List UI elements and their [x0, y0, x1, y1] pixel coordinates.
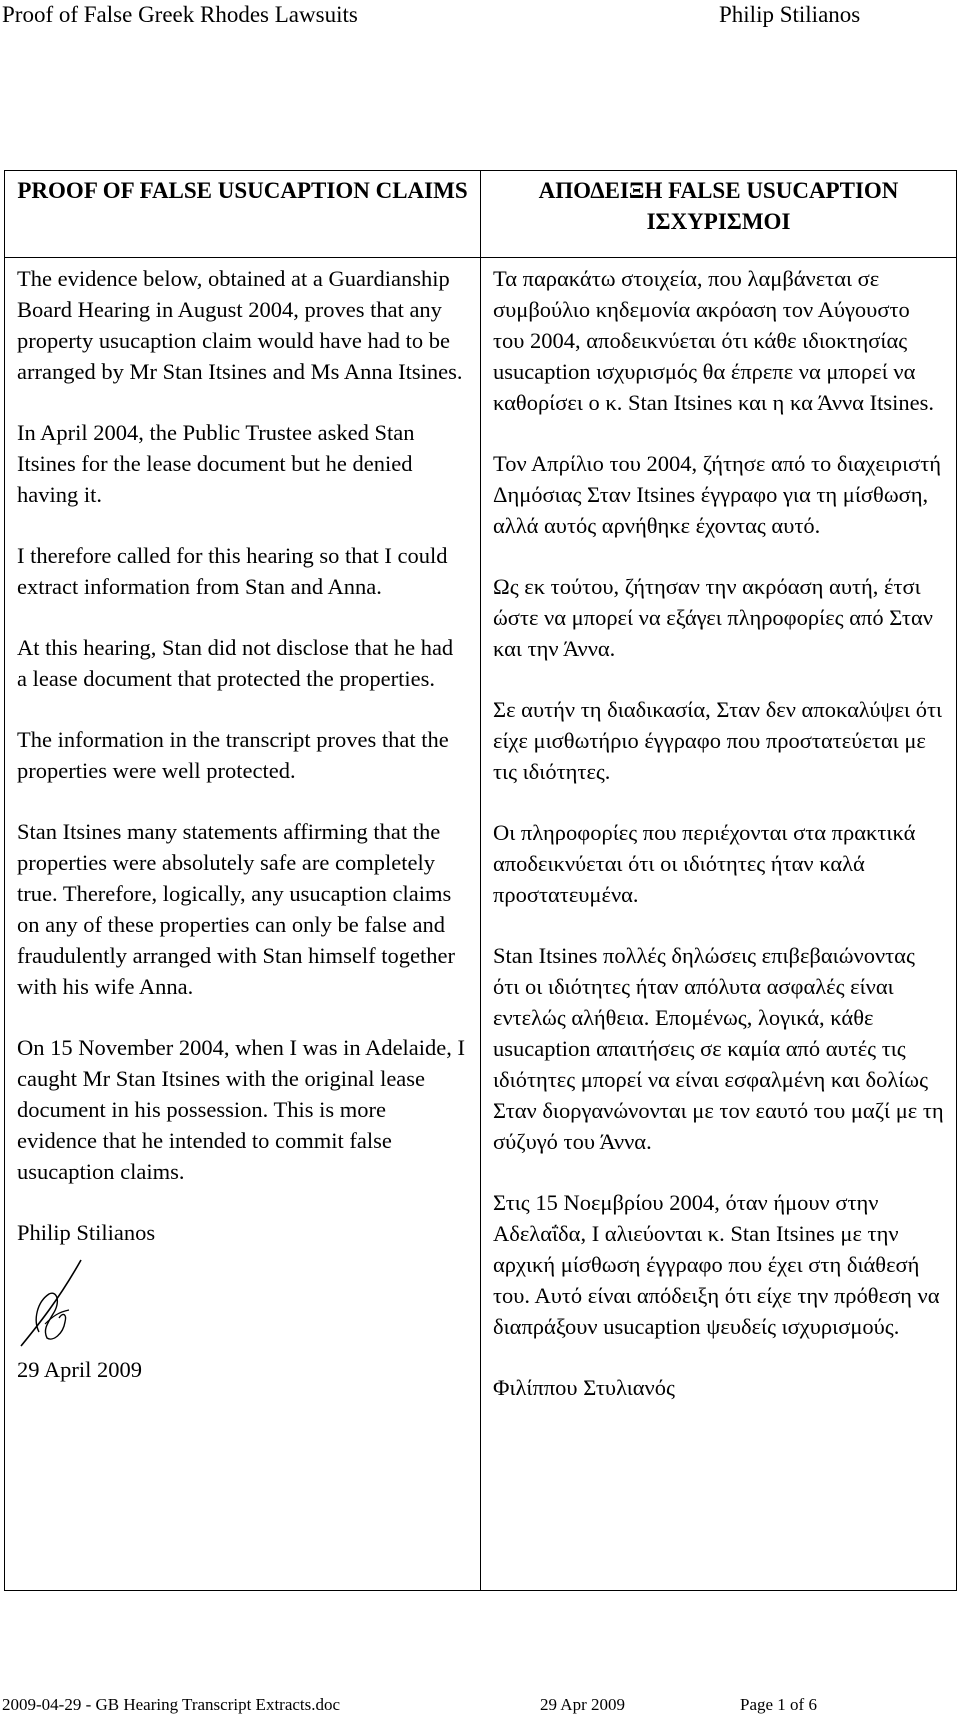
document-author: Philip Stilianos [719, 2, 861, 27]
footer-filename: 2009-04-29 - GB Hearing Transcript Extracts.doc [2, 1695, 341, 1714]
bilingual-table [4, 170, 957, 1591]
signature-date: 29 April 2009 [17, 1357, 143, 1382]
page-header [0, 0, 960, 40]
english-title: PROOF OF FALSE USUCAPTION CLAIMS [17, 178, 468, 203]
greek-paragraph-2: Τον Απρίλιο του 2004, ζήτησε από το διαχειριστή Δημόσιας Σταν Itsines έγγραφο για τη μίσθωση, αλλά αυτός αρνήθηκε έχοντας αυτό. [493, 451, 942, 538]
greek-paragraph-7: Στις 15 Νοεμβρίου 2004, όταν ήμουν στην Αδελαΐδα, I αλιεύονται κ. Stan Itsines με την αρχική μίσθωση έγγραφο που έχει στη διάθεσή του. Αυτό είναι απόδειξη ότι είχε την πρόθεση να διαπράξουν usucaption ψευδείς ισχυρισμούς. [493, 1190, 940, 1339]
footer-date: 29 Apr 2009 [540, 1695, 625, 1714]
english-paragraph-3: I therefore called for this hearing so that I could extract information from Stan and Anna. [17, 543, 448, 599]
signature-name: Philip Stilianos [17, 1220, 156, 1245]
english-paragraph-1: The evidence below, obtained at a Guardianship Board Hearing in August 2004, proves that any property usucaption claim would have had to be arranged by Mr Stan Itsines and Ms Anna Itsines. [17, 266, 463, 384]
column-divider [480, 171, 481, 1590]
english-paragraph-7: On 15 November 2004, when I was in Adelaide, I caught Mr Stan Itsines with the original lease document in his possession. This is more evidence that he intended to commit false usucaption claims. [17, 1035, 466, 1184]
greek-body [493, 263, 944, 1433]
greek-paragraph-3: Ως εκ τούτου, ζήτησαν την ακρόαση αυτή, έτσι ώστε να μπορεί να εξάγει πληροφορίες από Σταν και την Άννα. [493, 574, 933, 661]
greek-title: ΑΠΟΔΕΙΞΗ FALSE USUCAPTION ΙΣΧΥΡΙΣΜΟΙ [538, 178, 899, 234]
greek-paragraph-5: Οι πληροφορίες που περιέχονται στα πρακτικά αποδεικνύεται ότι οι ιδιότητες ήταν καλά προστατευμένα. [493, 820, 916, 907]
title-row-divider [5, 257, 956, 258]
greek-paragraph-4: Σε αυτήν τη διαδικασία, Σταν δεν αποκαλύψει ότι είχε μισθωτήριο έγγραφο που προστατεύεται με τις ιδιότητες. [493, 697, 943, 784]
english-paragraph-4: At this hearing, Stan did not disclose that he had a lease document that protected the properties. [17, 635, 454, 691]
greek-signature-name: Φιλίππου Στυλιανός [493, 1375, 675, 1400]
handwritten-signature [17, 1254, 468, 1350]
english-paragraph-5: The information in the transcript proves that the properties were well protected. [17, 727, 449, 783]
signature-image [19, 1254, 109, 1350]
english-body [17, 263, 468, 1415]
greek-paragraph-1: Τα παρακάτω στοιχεία, που λαμβάνεται σε συμβούλιο κηδεμονία ακρόαση τον Αύγουστο του 2004, αποδεικνύεται ότι κάθε ιδιοκτησίας usucaption ισχυρισμός θα έπρεπε να μπορεί να καθορίσει ο κ. Stan Itsines και η κα Άννα Itsines. [493, 266, 934, 415]
english-paragraph-2: In April 2004, the Public Trustee asked Stan Itsines for the lease document but he denied having it. [17, 420, 415, 507]
greek-paragraph-6: Stan Itsines πολλές δηλώσεις επιβεβαιώνοντας ότι οι ιδιότητες ήταν απόλυτα ασφαλές είναι εντελώς αλήθεια. Επομένως, λογικά, κάθε usucaption απαιτήσεις σε καμία από αυτές τις ιδιότητες μπορεί να είναι εσφαλμένη και δολίως Σταν διοργανώνονται με τον εαυτό του μαζί με τη σύζυγό του Άννα. [493, 943, 944, 1154]
footer-page-number: Page 1 of 6 [740, 1695, 817, 1714]
english-paragraph-6: Stan Itsines many statements affirming that the properties were absolutely safe are completely true. Therefore, logically, any usucaption claims on any of these properties can only be false and fraudulently arranged with Stan himself together with his wife Anna. [17, 819, 455, 999]
document-title: Proof of False Greek Rhodes Lawsuits [2, 2, 358, 27]
